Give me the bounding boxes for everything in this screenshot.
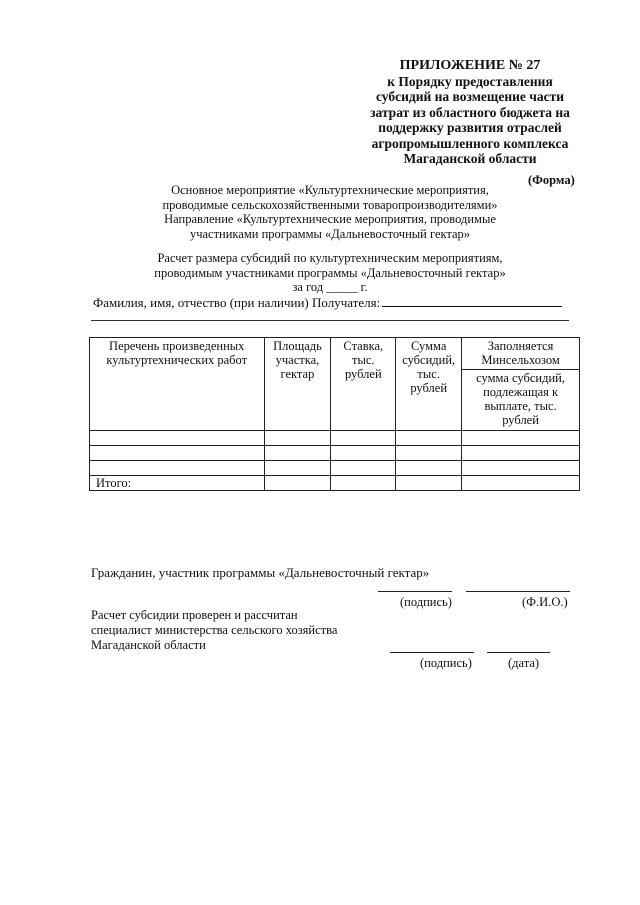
appendix-line: затрат из областного бюджета на (370, 104, 570, 120)
appendix-line: субсидий на возмещение части (375, 89, 565, 104)
calc-line: проводимым участниками программы «Дальневосточный гектар» (154, 265, 506, 280)
subheader-payable-sum: сумма субсидий, подлежащая к выплате, тыс. рублей (462, 370, 580, 431)
event-line: Основное мероприятие «Культуртехнические мероприятия, (171, 183, 489, 197)
header-subsidy-sum: Сумма субсидий, тыс. рублей (396, 338, 462, 431)
table-cell[interactable] (462, 461, 580, 476)
table-cell[interactable] (462, 431, 580, 446)
appendix-line: Магаданской области (403, 151, 537, 166)
citizen-name-line[interactable] (466, 591, 570, 592)
form-label: (Форма) (528, 173, 575, 187)
checked-line: Магаданской области (91, 638, 206, 652)
table-row (90, 446, 580, 461)
calculation-title (140, 251, 520, 295)
appendix-header (360, 58, 580, 167)
table-cell[interactable] (264, 476, 331, 491)
table-row (90, 461, 580, 476)
table-cell[interactable] (264, 461, 331, 476)
recipient-label: Фамилия, имя, отчество (при наличии) Получателя: (93, 295, 381, 310)
event-line: Направление «Культуртехнические мероприятия, проводимые (164, 212, 496, 226)
table-cell[interactable] (462, 446, 580, 461)
table-cell[interactable] (264, 431, 331, 446)
citizen-signature-line[interactable] (378, 591, 452, 592)
table-header-row (90, 338, 580, 370)
table-cell[interactable] (396, 431, 462, 446)
appendix-title: ПРИЛОЖЕНИЕ № 27 (399, 58, 541, 73)
header-ministry-filled: Заполняется Минсельхозом (462, 338, 580, 370)
table-cell[interactable] (331, 476, 396, 491)
total-label: Итого: (90, 476, 265, 491)
table-cell[interactable] (331, 431, 396, 446)
full-name-caption: (Ф.И.О.) (522, 595, 568, 609)
table-cell[interactable] (331, 461, 396, 476)
calc-line: Расчет размера субсидий по культуртехническим мероприятиям, (157, 251, 503, 265)
signature-caption: (подпись) (420, 656, 472, 670)
recipient-row (93, 294, 562, 311)
header-works-list: Перечень произведенных культуртехнических работ (90, 338, 265, 431)
table-cell[interactable] (264, 446, 331, 461)
table-row (90, 431, 580, 446)
table-cell[interactable] (396, 446, 462, 461)
table-cell[interactable] (90, 461, 265, 476)
table-total-row (90, 476, 580, 491)
table-cell[interactable] (331, 446, 396, 461)
specialist-date-line[interactable] (487, 652, 550, 653)
table-cell[interactable] (396, 461, 462, 476)
checked-by-block (91, 608, 337, 653)
date-caption: (дата) (508, 656, 540, 670)
table-cell[interactable] (90, 431, 265, 446)
specialist-signature-line[interactable] (390, 652, 474, 653)
recipient-name-field[interactable] (382, 294, 562, 307)
subsidy-table (89, 337, 580, 491)
checked-line: Расчет субсидии проверен и рассчитан (91, 608, 298, 622)
header-rate: Ставка, тыс. рублей (331, 338, 396, 431)
table-cell[interactable] (462, 476, 580, 491)
calc-year-line: за год _____ г. (292, 280, 368, 294)
checked-line: специалист министерства сельского хозяйства (91, 623, 338, 637)
appendix-line: агропромышленного комплекса (371, 135, 569, 151)
table-cell[interactable] (396, 476, 462, 491)
event-line: проводимые сельскохозяйственными товаропроизводителями» (162, 197, 498, 212)
event-description (150, 183, 510, 241)
recipient-continuation-line[interactable] (91, 320, 569, 321)
header-area: Площадь участка, гектар (264, 338, 331, 431)
event-line: участниками программы «Дальневосточный гектар» (189, 226, 471, 241)
appendix-line: поддержку развития отраслей (378, 120, 562, 135)
signature-caption: (подпись) (400, 595, 452, 609)
table-cell[interactable] (90, 446, 265, 461)
appendix-line: к Порядку предоставления (387, 73, 553, 89)
citizen-label: Гражданин, участник программы «Дальневосточный гектар» (91, 565, 430, 580)
